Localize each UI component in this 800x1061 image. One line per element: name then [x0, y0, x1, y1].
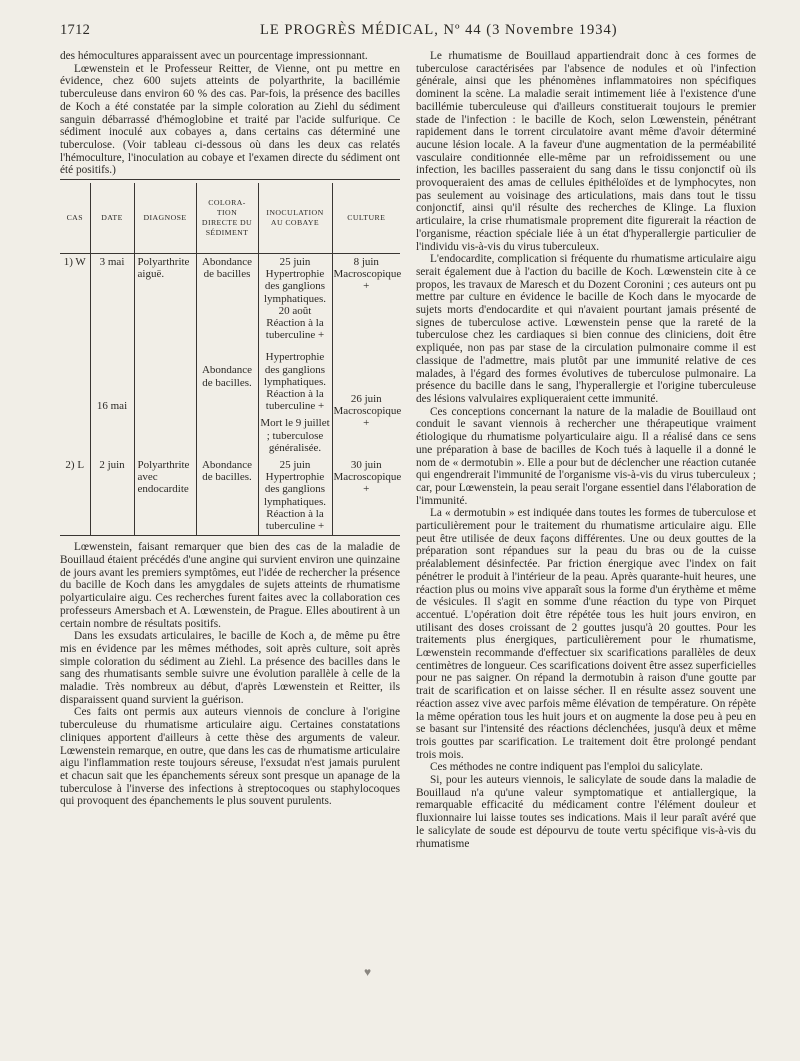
paragraph: Lœwenstein, faisant remarquer que bien des cas de la maladie de Bouillaud étaient précédés d'une angine qui survient environ une quinzaine de jours avant les premiers symptômes, eut l'idée de rechercher la présence du bacille de Koch dans les amygdales de sujets atteints de rhumatisme polyarticulaire aigu. Ces recherches furent faites avec la collaboration ces professeurs Amersbach et A. Lœwenstein, de Prague. Elles aboutirent à un certain nombre de résultats positifs. [60, 541, 400, 630]
paragraph: L'endocardite, complication si fréquente du rhumatisme articulaire aigu serait également due à l'action du bacille de Koch. Lœwenstein cite à ce propos, les travaux de Maresch et du Dozent Coronini ; ces auteurs ont pu mettre par culture en évidence le bacille de Koch dans le myocarde de sujets morts d'endocardite et qui n'avaient pourtant jamais présenté de signes de tuberculose active. Lœwenstein pense que la rareté de la tuberculose chez les cardiaques si bien connue des cliniciens, doit être expliquée, non pas par stase de la circulation pulmonaire comme il est classique de l'admettre, mais plutôt par une immunité relative de ces malades, à l'égard des formes évolutives de tuberculose pulmonaire. La présence du bacille dans le sang, l'hyperallergie et l'origine tuberculeuse des lésions valvulaires expliqueraient cette immunité. [416, 253, 756, 405]
table-header-row [60, 183, 400, 254]
paragraph: Le rhumatisme de Bouillaud appartiendrait donc à ces formes de tuberculose caractérisées par l'absence de nodules et où l'infection générale, ainsi que les phénomènes inflammatoires non spécifiques dominent la scène. La maladie serait intimement liée à l'existence d'une bacillémie tuberculeuse qui d'ailleurs constituerait toujours le premier stade de l'infection : le bacille de Koch, selon Lœwenstein, pénétrant rapidement dans le torrent circulatoire avant même d'avoir déterminé aucune lésion locale. A la faveur d'une augmentation de la perméabilité vasculaire conditionnée elle-même par un refroidissement ou une infection, les bacilles passeraient du sang dans le tissu conjonctif où ils provoqueraient des amas de cellules épithéloïdes et de lymphocytes, non pas seulement au voisinage des articulations, mais dans tout le tissu conjonctif, ainsi qu'il résulte des recherches de Klinge. La fluxion articulaire, la crise rhumatismale proprement dite figurerait la réaction de l'organisme, réaction spéciale liée à un état d'hyperallergie particulier de l'individu vis-à-vis du virus tuberculeux. [416, 50, 756, 253]
journal-title: LE PROGRÈS MÉDICAL, Nº 44 (3 Novembre 1934) [260, 22, 618, 38]
cell-coloration: Abondance de bacilles. [196, 457, 258, 536]
paragraph: Ces méthodes ne contre indiquent pas l'emploi du salicylate. [430, 761, 703, 774]
paragraph: Si, pour les auteurs viennois, le salicylate de soude dans la maladie de Bouillaud n'a qu'une valeur symptomatique et antiallergique, la remarquable efficacité du médicament contre l'élément douleur et fluxionnaire lui laisse toutes ses indications. Mais il leur paraît avéré que le salicylate de soude est dépourvu de toute vertu spécifique vis-à-vis du rhumatisme [416, 774, 756, 850]
header-inoculation: INOCULATION AU COBAYE [258, 183, 332, 254]
date-entry: 16 mai [96, 400, 128, 413]
paragraph: La « dermotubin » est indiquée dans toutes les formes de tuberculose et particulièrement pour le traitement du rhumatisme articulaire aigu. Elle peut être utilisée de deux façons différentes. Une ou deux gouttes de la préparation sont répandues sur la peau du bras ou de la cuisse préalablement désinfectée. Par friction énergique avec l'index on fait pénétrer le produit à l'intérieur de la peau. Après quarante-huit heures, une réaction plus ou moins vive apparaît sous la forme d'un érythème et même de vésicules. Il s'agit en somme d'une réaction du type von Pirquet accentué. L'opération doit être répétée tous les huit jours environ, en utilisant des doses croissant de 2 gouttes jusqu'à 20 gouttes. Pour les traitements plus énergiques, particulièrement pour le rhumatisme, Lœwenstein recommande d'effectuer six scarifications parallèles de deux centimètres de longueur. Ces scarifications doivent être assez superficielles pour ne pas saigner. On répand la dermotubin à raison d'une goutte par trait de scarification et on laisse sécher. Il en résulte assez souvent une réaction assez vive avec parfois même élévation de température. On répète la même opération tous les huit jours et on augmente la dose peu à peu en se basant sur l'intensité des réactions déclenchées, jusqu'à deux et même trois gouttes par scarification. Le traitement doit être prolongé pendant trois mois. [416, 507, 756, 761]
cell-cas: 1) W [63, 256, 86, 269]
right-column [416, 50, 756, 850]
paragraph: des hémocultures apparaissent avec un pourcentage impressionnant. [60, 50, 368, 62]
culture-entry: 8 juin Macroscopique + [333, 256, 402, 293]
cell-inoculation: 25 juin Hypertrophie des ganglions lymphatiques. Réaction à la tuberculine + [258, 457, 332, 536]
paragraph: Dans les exsudats articulaires, le bacille de Koch a, de même pu être mis en évidence par les mêmes méthodes, soit après culture, soit après simple coloration du sédiment au Ziehl. La présence des bacilles dans le sang des rhumatisants semble suivre une évolution parallèle à celle de la maladie. Très nombreux au début, d'après Lœwenstein et Reitter, ils disparaissent quand survient la guérison. [60, 630, 400, 706]
table-row [60, 254, 400, 458]
inoculation-entry: Hypertrophie des ganglions lymphatiques. Réaction à la tuberculine + [263, 351, 327, 413]
table-row [60, 457, 400, 536]
ornament-mark: ♥ [364, 965, 372, 979]
header-coloration: COLORA-TION DIRECTE DU SÉDIMENT [196, 183, 258, 254]
header-date: DATE [90, 183, 134, 254]
page-number: 1712 [60, 22, 91, 38]
cell-date [90, 254, 134, 458]
header-diagnose: DIAGNOSE [134, 183, 196, 254]
cell-culture: 30 juin Macroscopique + [332, 457, 400, 536]
paragraph: Lœwenstein et le Professeur Reitter, de Vienne, ont pu mettre en évidence, chez 600 sujets atteints de polyarthrite, la bacillémie tuberculeuse dans environ 60 % des cas. Par-fois, la présence des bacilles de Koch a été constatée par la simple coloration au Ziehl du sédiment sanguin débarrassé d'hémoglobine et traité par l'acide sulfurique. Ce sédiment inoculé aux cobayes a, dans certains cas déterminé une tuberculose. (Voir tableau ci-dessous où dans les deux cas relatés l'hémoculture, l'inoculation au cobaye et l'examen directe du sédiment ont été positifs.) [60, 63, 400, 180]
coloration-entry: Abondance de bacilles. [201, 364, 253, 389]
case-table [60, 183, 400, 536]
paragraph: Ces faits ont permis aux auteurs viennois de conclure à l'origine tuberculeuse du rhumatisme articulaire aigu. Certaines constatations cliniques apportent d'ailleurs à cette thèse des arguments de valeur. Lœwenstein remarque, en outre, que dans les cas de rhumatisme articulaire aigu l'inflammation reste toujours séreuse, l'exsudat n'est jamais purulent et chacun sait que les épanchements séreux sont presque un apanage de la tuberculose à l'inverse des infections à streptocoques ou staphylocoques qui provoquent des épanchements le plus souvent purulents. [60, 706, 400, 808]
cell-coloration [196, 254, 258, 458]
inoculation-entry: Mort le 9 juillet ; tuberculose généralisée. [260, 417, 330, 454]
header-cas: CAS [60, 183, 90, 254]
cell-cas: 2) L [60, 457, 90, 536]
running-header [60, 18, 750, 38]
cell-diagnose [134, 254, 196, 458]
cell-date: 2 juin [90, 457, 134, 536]
cell-diagnose: Polyarthrite avec endocardite [134, 457, 196, 536]
diagnose-entry: Polyarthrite aiguë. [137, 256, 190, 281]
left-column [60, 50, 400, 808]
paragraph: Ces conceptions concernant la nature de la maladie de Bouillaud ont conduit le savant viennois à rechercher une thérapeutique vraiment étiologique du rhumatisme polyarticulaire aigu. Il a réalisé dans ce sens une préparation à base de bacilles de Koch tués à laquelle il a donné le nom de « dermotubin ». Elle a pour but de déclencher une réaction cutanée qui engendrerait l'immunité de l'organisme vis-à-vis du virus tuberculeux ; car, pour Lœwenstein, la peau serait l'organe essentiel dans l'élaboration de l'immunité. [416, 405, 756, 507]
header-culture: CULTURE [332, 183, 400, 254]
culture-entry: 26 juin Macroscopique + [333, 392, 402, 430]
cell-inoculation [258, 254, 332, 458]
coloration-entry: Abondance de bacilles [201, 256, 253, 281]
inoculation-entry: 25 juin Hypertrophie des ganglions lymphatiques. 20 août Réaction à la tuberculine + [263, 256, 327, 342]
date-entry: 3 mai [99, 256, 125, 269]
cell-culture [332, 254, 400, 458]
